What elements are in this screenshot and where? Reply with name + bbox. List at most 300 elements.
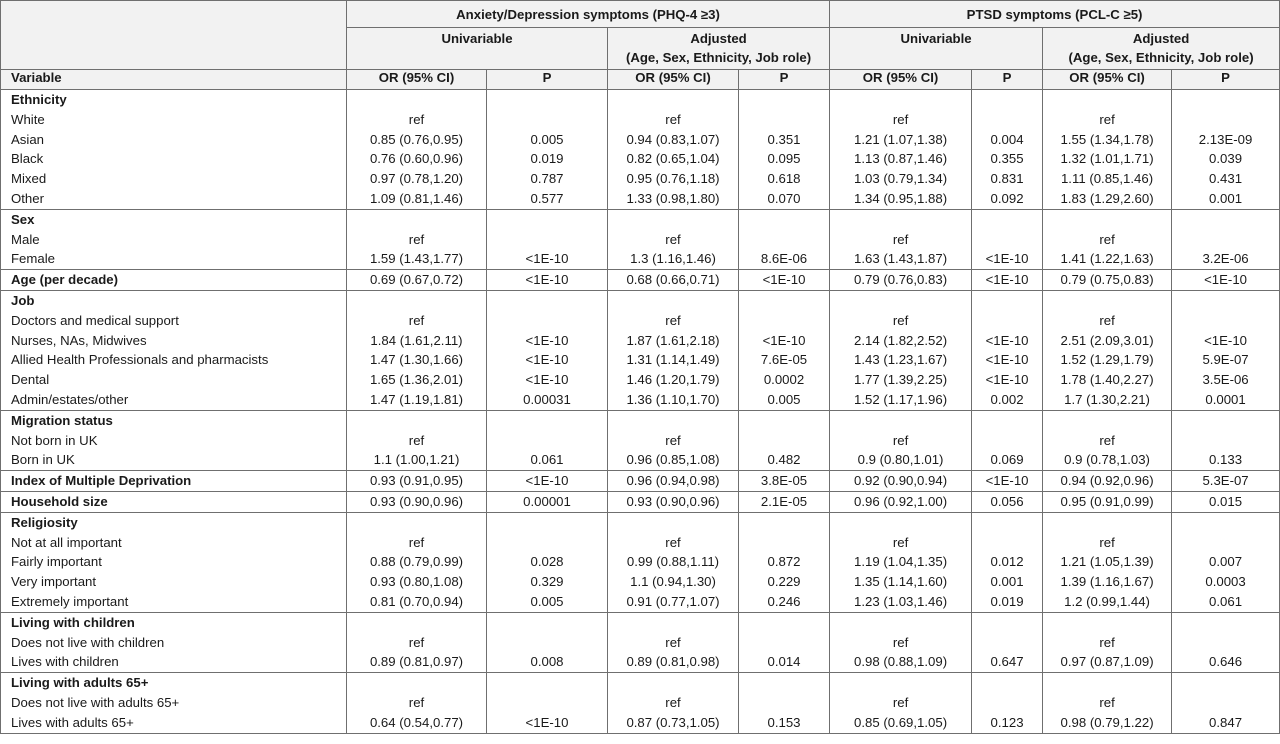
or-ci-cell: 0.64 (0.54,0.77) [347, 713, 487, 733]
or-ci-cell: 1.21 (1.05,1.39) [1043, 552, 1172, 572]
p-value-cell: <1E-10 [972, 249, 1043, 269]
row-label: Not born in UK [1, 431, 347, 451]
p-value-cell: 2.1E-05 [739, 491, 830, 512]
section-header-row [1, 491, 1280, 512]
or-ci-cell: 1.47 (1.30,1.66) [347, 350, 487, 370]
p-value-cell: 0.005 [487, 130, 608, 150]
p-value-cell [972, 533, 1043, 553]
table-row [1, 350, 1280, 370]
table-row [1, 149, 1280, 169]
p-value-cell [739, 230, 830, 250]
p-value-cell [487, 311, 608, 331]
p-value-cell [739, 693, 830, 713]
row-label: Asian [1, 130, 347, 150]
p-value-cell [1172, 693, 1280, 713]
or-ci-cell: 0.96 (0.85,1.08) [608, 450, 739, 470]
p-value-cell: 0.831 [972, 169, 1043, 189]
or-ci-cell: 1.13 (0.87,1.46) [830, 149, 972, 169]
or-ci-cell: 1.87 (1.61,2.18) [608, 331, 739, 351]
empty-cell [830, 512, 972, 532]
or-ci-cell: 0.89 (0.81,0.97) [347, 652, 487, 672]
or-ci-cell: ref [347, 533, 487, 553]
empty-cell [972, 612, 1043, 632]
or-ci-cell: 1.46 (1.20,1.79) [608, 370, 739, 390]
p-value-cell: 0.061 [1172, 592, 1280, 612]
section-header-row [1, 90, 1280, 110]
header-or-ci: OR (95% CI) [1043, 70, 1172, 90]
p-value-cell: 0.028 [487, 552, 608, 572]
empty-cell [830, 410, 972, 430]
header-variable: Variable [1, 70, 347, 90]
p-value-cell: 0.007 [1172, 552, 1280, 572]
row-label: Black [1, 149, 347, 169]
p-value-cell [972, 311, 1043, 331]
or-ci-cell: 0.88 (0.79,0.99) [347, 552, 487, 572]
table-row [1, 633, 1280, 653]
p-value-cell: <1E-10 [739, 270, 830, 291]
p-value-cell: 0.618 [739, 169, 830, 189]
or-ci-cell: 1.78 (1.40,2.27) [1043, 370, 1172, 390]
p-value-cell [739, 110, 830, 130]
or-ci-cell: 0.87 (0.73,1.05) [608, 713, 739, 733]
p-value-cell: 0.069 [972, 450, 1043, 470]
row-label: Fairly important [1, 552, 347, 572]
p-value-cell: 0.095 [739, 149, 830, 169]
empty-cell [1172, 290, 1280, 310]
p-value-cell: 0.056 [972, 491, 1043, 512]
header-adjusted: Adjusted (Age, Sex, Ethnicity, Job role) [608, 28, 830, 70]
table-row [1, 130, 1280, 150]
empty-cell [972, 512, 1043, 532]
or-ci-cell: 1.1 (0.94,1.30) [608, 572, 739, 592]
empty-cell [347, 673, 487, 693]
or-ci-cell: 0.89 (0.81,0.98) [608, 652, 739, 672]
row-label: Male [1, 230, 347, 250]
or-ci-cell: 1.47 (1.19,1.81) [347, 390, 487, 410]
or-ci-cell: ref [608, 230, 739, 250]
header-blank-cell [1, 1, 347, 28]
p-value-cell [487, 533, 608, 553]
or-ci-cell: ref [1043, 633, 1172, 653]
p-value-cell [972, 431, 1043, 451]
empty-cell [1172, 612, 1280, 632]
or-ci-cell: ref [347, 230, 487, 250]
or-ci-cell: ref [347, 693, 487, 713]
row-label: Female [1, 249, 347, 269]
empty-cell [830, 612, 972, 632]
or-ci-cell: 1.43 (1.23,1.67) [830, 350, 972, 370]
or-ci-cell: ref [1043, 311, 1172, 331]
table-row [1, 230, 1280, 250]
table-row [1, 533, 1280, 553]
p-value-cell: 0.482 [739, 450, 830, 470]
p-value-cell: 0.015 [1172, 491, 1280, 512]
p-value-cell: 0.647 [972, 652, 1043, 672]
or-ci-cell: ref [608, 311, 739, 331]
p-value-cell: 0.005 [487, 592, 608, 612]
p-value-cell: 0.329 [487, 572, 608, 592]
p-value-cell: 3.8E-05 [739, 471, 830, 492]
p-value-cell: <1E-10 [972, 471, 1043, 492]
empty-cell [739, 290, 830, 310]
p-value-cell: 0.0002 [739, 370, 830, 390]
or-ci-cell: 0.69 (0.67,0.72) [347, 270, 487, 291]
empty-cell [1172, 90, 1280, 110]
or-ci-cell: 0.79 (0.76,0.83) [830, 270, 972, 291]
row-label: Admin/estates/other [1, 390, 347, 410]
empty-cell [739, 410, 830, 430]
or-ci-cell: ref [830, 311, 972, 331]
p-value-cell [739, 311, 830, 331]
or-ci-cell: ref [1043, 110, 1172, 130]
empty-cell [972, 410, 1043, 430]
or-ci-cell: ref [830, 633, 972, 653]
empty-cell [487, 612, 608, 632]
or-ci-cell: 0.97 (0.87,1.09) [1043, 652, 1172, 672]
or-ci-cell: 0.68 (0.66,0.71) [608, 270, 739, 291]
table-row [1, 110, 1280, 130]
p-value-cell: <1E-10 [972, 331, 1043, 351]
header-p: P [972, 70, 1043, 90]
or-ci-cell: 0.79 (0.75,0.83) [1043, 270, 1172, 291]
empty-cell [1043, 673, 1172, 693]
p-value-cell [487, 110, 608, 130]
p-value-cell: 0.070 [739, 189, 830, 209]
p-value-cell [1172, 230, 1280, 250]
section-header-row [1, 410, 1280, 430]
table-row [1, 249, 1280, 269]
section-title: Sex [1, 209, 347, 229]
header-or-ci: OR (95% CI) [830, 70, 972, 90]
or-ci-cell: ref [830, 110, 972, 130]
p-value-cell [487, 431, 608, 451]
section-title: Age (per decade) [1, 270, 347, 291]
or-ci-cell: ref [608, 693, 739, 713]
p-value-cell [487, 230, 608, 250]
p-value-cell [487, 693, 608, 713]
or-ci-cell: 1.36 (1.10,1.70) [608, 390, 739, 410]
row-label: Born in UK [1, 450, 347, 470]
row-label: Does not live with children [1, 633, 347, 653]
empty-cell [608, 410, 739, 430]
empty-cell [608, 612, 739, 632]
or-ci-cell: 1.52 (1.29,1.79) [1043, 350, 1172, 370]
row-label: Does not live with adults 65+ [1, 693, 347, 713]
or-ci-cell: ref [608, 110, 739, 130]
row-label: Lives with children [1, 652, 347, 672]
or-ci-cell: ref [1043, 431, 1172, 451]
empty-cell [830, 673, 972, 693]
or-ci-cell: 1.03 (0.79,1.34) [830, 169, 972, 189]
row-label: White [1, 110, 347, 130]
or-ci-cell: 0.93 (0.90,0.96) [608, 491, 739, 512]
empty-cell [1043, 90, 1172, 110]
p-value-cell: <1E-10 [739, 331, 830, 351]
or-ci-cell: 0.9 (0.78,1.03) [1043, 450, 1172, 470]
or-ci-cell: 1.55 (1.34,1.78) [1043, 130, 1172, 150]
empty-cell [739, 90, 830, 110]
header-p: P [739, 70, 830, 90]
p-value-cell: 0.004 [972, 130, 1043, 150]
p-value-cell: 5.3E-07 [1172, 471, 1280, 492]
p-value-cell: 0.002 [972, 390, 1043, 410]
or-ci-cell: ref [830, 431, 972, 451]
section-header-row [1, 290, 1280, 310]
p-value-cell [972, 110, 1043, 130]
or-ci-cell: 0.94 (0.83,1.07) [608, 130, 739, 150]
p-value-cell: <1E-10 [487, 350, 608, 370]
empty-cell [608, 90, 739, 110]
p-value-cell: <1E-10 [487, 249, 608, 269]
table-row [1, 370, 1280, 390]
empty-cell [347, 612, 487, 632]
or-ci-cell: 1.2 (0.99,1.44) [1043, 592, 1172, 612]
or-ci-cell: 1.3 (1.16,1.46) [608, 249, 739, 269]
section-title: Living with adults 65+ [1, 673, 347, 693]
row-label: Dental [1, 370, 347, 390]
section-header-row [1, 612, 1280, 632]
table-row [1, 592, 1280, 612]
p-value-cell: 0.123 [972, 713, 1043, 733]
p-value-cell: <1E-10 [487, 370, 608, 390]
p-value-cell [487, 633, 608, 653]
table-row [1, 189, 1280, 209]
empty-cell [1043, 209, 1172, 229]
p-value-cell: 0.133 [1172, 450, 1280, 470]
p-value-cell [739, 431, 830, 451]
or-ci-cell: 0.92 (0.90,0.94) [830, 471, 972, 492]
or-ci-cell: 1.52 (1.17,1.96) [830, 390, 972, 410]
or-ci-cell: 0.95 (0.91,0.99) [1043, 491, 1172, 512]
or-ci-cell: ref [1043, 693, 1172, 713]
or-ci-cell: 1.65 (1.36,2.01) [347, 370, 487, 390]
empty-cell [1172, 209, 1280, 229]
p-value-cell: 0.229 [739, 572, 830, 592]
p-value-cell: 0.872 [739, 552, 830, 572]
or-ci-cell: 1.39 (1.16,1.67) [1043, 572, 1172, 592]
or-ci-cell: 1.11 (0.85,1.46) [1043, 169, 1172, 189]
p-value-cell [1172, 633, 1280, 653]
empty-cell [347, 512, 487, 532]
or-ci-cell: 0.96 (0.92,1.00) [830, 491, 972, 512]
p-value-cell: <1E-10 [972, 270, 1043, 291]
empty-cell [608, 209, 739, 229]
empty-cell [608, 290, 739, 310]
or-ci-cell: 1.77 (1.39,2.25) [830, 370, 972, 390]
table-row [1, 331, 1280, 351]
empty-cell [972, 673, 1043, 693]
or-ci-cell: ref [830, 533, 972, 553]
empty-cell [1043, 512, 1172, 532]
p-value-cell: 0.061 [487, 450, 608, 470]
p-value-cell: 0.001 [1172, 189, 1280, 209]
table-row [1, 431, 1280, 451]
section-header-row [1, 512, 1280, 532]
or-ci-cell: 0.76 (0.60,0.96) [347, 149, 487, 169]
or-ci-cell: 0.99 (0.88,1.11) [608, 552, 739, 572]
empty-cell [739, 673, 830, 693]
row-label: Allied Health Professionals and pharmacists [1, 350, 347, 370]
p-value-cell: 0.039 [1172, 149, 1280, 169]
p-value-cell: 0.646 [1172, 652, 1280, 672]
table-row [1, 693, 1280, 713]
empty-cell [347, 209, 487, 229]
or-ci-cell: ref [1043, 230, 1172, 250]
p-value-cell: 0.00001 [487, 491, 608, 512]
row-label: Doctors and medical support [1, 311, 347, 331]
p-value-cell: 3.2E-06 [1172, 249, 1280, 269]
or-ci-cell: 0.93 (0.91,0.95) [347, 471, 487, 492]
p-value-cell: 0.005 [739, 390, 830, 410]
row-label: Not at all important [1, 533, 347, 553]
p-value-cell: 0.012 [972, 552, 1043, 572]
or-ci-cell: 0.94 (0.92,0.96) [1043, 471, 1172, 492]
or-ci-cell: 0.82 (0.65,1.04) [608, 149, 739, 169]
p-value-cell: <1E-10 [487, 331, 608, 351]
table-row [1, 169, 1280, 189]
or-ci-cell: ref [830, 230, 972, 250]
section-title: Index of Multiple Deprivation [1, 471, 347, 492]
section-title: Religiosity [1, 512, 347, 532]
or-ci-cell: 1.1 (1.00,1.21) [347, 450, 487, 470]
p-value-cell: <1E-10 [487, 471, 608, 492]
table-row [1, 552, 1280, 572]
p-value-cell [972, 633, 1043, 653]
empty-cell [1043, 612, 1172, 632]
or-ci-cell: ref [347, 431, 487, 451]
p-value-cell: 0.847 [1172, 713, 1280, 733]
empty-cell [487, 209, 608, 229]
header-or-ci: OR (95% CI) [608, 70, 739, 90]
p-value-cell: 2.13E-09 [1172, 130, 1280, 150]
empty-cell [830, 90, 972, 110]
empty-cell [347, 410, 487, 430]
or-ci-cell: 2.14 (1.82,2.52) [830, 331, 972, 351]
p-value-cell: 0.351 [739, 130, 830, 150]
or-ci-cell: 0.95 (0.76,1.18) [608, 169, 739, 189]
or-ci-cell: 1.7 (1.30,2.21) [1043, 390, 1172, 410]
or-ci-cell: 1.09 (0.81,1.46) [347, 189, 487, 209]
p-value-cell: <1E-10 [487, 713, 608, 733]
or-ci-cell: 1.84 (1.61,2.11) [347, 331, 487, 351]
p-value-cell: 5.9E-07 [1172, 350, 1280, 370]
p-value-cell: <1E-10 [972, 370, 1043, 390]
table-row [1, 311, 1280, 331]
p-value-cell: 0.787 [487, 169, 608, 189]
or-ci-cell: 0.93 (0.90,0.96) [347, 491, 487, 512]
section-header-row [1, 270, 1280, 291]
p-value-cell [739, 633, 830, 653]
empty-cell [487, 673, 608, 693]
row-label: Nurses, NAs, Midwives [1, 331, 347, 351]
p-value-cell [972, 693, 1043, 713]
or-ci-cell: 1.19 (1.04,1.35) [830, 552, 972, 572]
or-ci-cell: 0.85 (0.76,0.95) [347, 130, 487, 150]
p-value-cell: 0.0001 [1172, 390, 1280, 410]
empty-cell [347, 290, 487, 310]
or-ci-cell: 1.33 (0.98,1.80) [608, 189, 739, 209]
table-row [1, 390, 1280, 410]
p-value-cell: 0.153 [739, 713, 830, 733]
empty-cell [608, 673, 739, 693]
p-value-cell: <1E-10 [1172, 331, 1280, 351]
empty-cell [972, 90, 1043, 110]
empty-cell [830, 209, 972, 229]
p-value-cell: 0.431 [1172, 169, 1280, 189]
empty-cell [487, 410, 608, 430]
p-value-cell: 0.019 [487, 149, 608, 169]
empty-cell [830, 290, 972, 310]
row-label: Other [1, 189, 347, 209]
table-row [1, 450, 1280, 470]
or-ci-cell: ref [608, 633, 739, 653]
header-univariable: Univariable [347, 28, 608, 70]
section-header-row [1, 673, 1280, 693]
or-ci-cell: 1.31 (1.14,1.49) [608, 350, 739, 370]
p-value-cell: 0.246 [739, 592, 830, 612]
or-ci-cell: 1.63 (1.43,1.87) [830, 249, 972, 269]
empty-cell [739, 612, 830, 632]
row-label: Very important [1, 572, 347, 592]
p-value-cell: 0.00031 [487, 390, 608, 410]
p-value-cell [1172, 110, 1280, 130]
p-value-cell: 0.0003 [1172, 572, 1280, 592]
or-ci-cell: ref [608, 431, 739, 451]
section-title: Household size [1, 491, 347, 512]
or-ci-cell: 0.98 (0.88,1.09) [830, 652, 972, 672]
table-row [1, 572, 1280, 592]
empty-cell [1172, 410, 1280, 430]
p-value-cell: <1E-10 [1172, 270, 1280, 291]
p-value-cell [1172, 533, 1280, 553]
p-value-cell: 3.5E-06 [1172, 370, 1280, 390]
p-value-cell: 0.577 [487, 189, 608, 209]
header-p: P [487, 70, 608, 90]
empty-cell [739, 209, 830, 229]
empty-cell [1043, 290, 1172, 310]
or-ci-cell: 0.9 (0.80,1.01) [830, 450, 972, 470]
p-value-cell: 8.6E-06 [739, 249, 830, 269]
p-value-cell: 0.019 [972, 592, 1043, 612]
section-title: Migration status [1, 410, 347, 430]
section-header-row [1, 209, 1280, 229]
section-header-row [1, 471, 1280, 492]
p-value-cell: 0.014 [739, 652, 830, 672]
p-value-cell: 0.001 [972, 572, 1043, 592]
header-or-ci: OR (95% CI) [347, 70, 487, 90]
p-value-cell: 7.6E-05 [739, 350, 830, 370]
empty-cell [487, 290, 608, 310]
row-label: Lives with adults 65+ [1, 713, 347, 733]
or-ci-cell: 1.34 (0.95,1.88) [830, 189, 972, 209]
or-ci-cell: 1.32 (1.01,1.71) [1043, 149, 1172, 169]
or-ci-cell: ref [347, 311, 487, 331]
header-group-anxiety-depression: Anxiety/Depression symptoms (PHQ-4 ≥3) [347, 1, 830, 28]
or-ci-cell: ref [608, 533, 739, 553]
header-blank-cell [1, 28, 347, 70]
empty-cell [1172, 673, 1280, 693]
or-ci-cell: 1.59 (1.43,1.77) [347, 249, 487, 269]
or-ci-cell: ref [347, 633, 487, 653]
table-body [1, 90, 1280, 734]
empty-cell [972, 290, 1043, 310]
p-value-cell: 0.092 [972, 189, 1043, 209]
p-value-cell [739, 533, 830, 553]
section-title: Ethnicity [1, 90, 347, 110]
empty-cell [972, 209, 1043, 229]
p-value-cell: 0.355 [972, 149, 1043, 169]
section-title: Job [1, 290, 347, 310]
